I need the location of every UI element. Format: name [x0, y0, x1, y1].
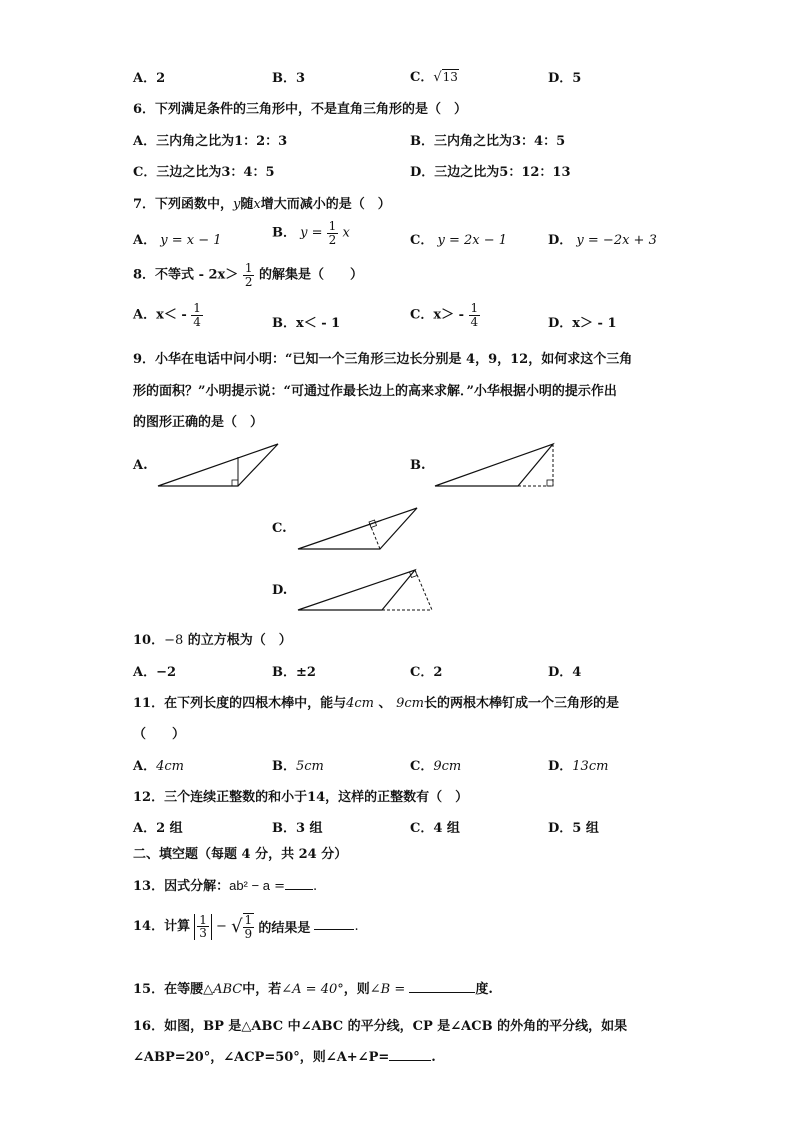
q12-option-d: D．5 组	[548, 821, 599, 836]
q12-option-c: C．4 组	[410, 821, 460, 836]
q6-option-c: C．三边之比为3：4：5	[133, 165, 275, 180]
q10-option-c: C．2	[410, 665, 443, 680]
q9-option-d: D.	[272, 583, 288, 598]
section-heading: 二、填空题（每题 4 分，共 24 分）	[133, 847, 348, 862]
q15-answer-blank[interactable]	[409, 980, 475, 993]
q9-option-a: A.	[133, 458, 148, 473]
q10-option-a: A．−2	[133, 665, 177, 680]
q9-figure-a	[150, 438, 285, 493]
q9-option-b: B.	[410, 458, 426, 473]
q8-option-b: B．x＜ - 1	[272, 316, 341, 331]
q10-option-d: D．4	[548, 665, 582, 680]
q7-option-d: D． y = −2x + 3	[548, 233, 657, 248]
q7-option-b: B． y = $\frac{1}{2}$ x	[272, 219, 350, 247]
q9-figure-b	[428, 438, 563, 493]
q15-stem: 15．在等腰△ABC中，若∠A = 40°，则∠B = 度.	[133, 982, 493, 997]
q8-option-a: A．x＜ - $\frac{1}{4}$	[133, 301, 201, 329]
q7-option-c: C． y = 2x − 1	[410, 233, 508, 248]
q9-option-c: C.	[272, 521, 287, 536]
q6-option-a: A．三内角之比为1：2：3	[133, 134, 288, 149]
q9-line-2: 形的面积？”小明提示说：“可通过作最长边上的高来求解．”小华根据小明的提示作出	[133, 384, 617, 399]
q5-option-c: C．√13	[410, 70, 458, 85]
q11-option-d: D．13cm	[548, 759, 609, 774]
q7-option-a: A． y = x − 1	[133, 233, 222, 248]
q6-option-b: B．三内角之比为3：4：5	[410, 134, 566, 149]
q12-option-b: B．3 组	[272, 821, 323, 836]
q9-figure-c	[293, 503, 423, 555]
q10-stem: 10．−8 的立方根为（ ）	[133, 633, 292, 648]
q12-stem: 12．三个连续正整数的和小于14，这样的正整数有（ ）	[133, 790, 469, 805]
q11-paren: （ ）	[133, 727, 186, 742]
q5-option-b: B．3	[272, 71, 306, 86]
q11-option-c: C．9cm	[410, 759, 462, 774]
q16-line-2: ∠ABP=20°，∠ACP=50°，则∠A+∠P= .	[133, 1050, 436, 1065]
q11-option-b: B．5cm	[272, 759, 324, 774]
q10-option-b: B．±2	[272, 665, 316, 680]
q9-line-3: 的图形正确的是（ ）	[133, 415, 264, 430]
q6-stem: 6．下列满足条件的三角形中，不是直角三角形的是（ ）	[133, 102, 468, 117]
q11-stem: 11．在下列长度的四根木棒中，能与4cm 、 9cm长的两根木棒钉成一个三角形的是	[133, 696, 619, 711]
q12-option-a: A．2 组	[133, 821, 183, 836]
q9-line-1: 9．小华在电话中问小明：“已知一个三角形三边长分别是 4，9，12，如何求这个三角	[133, 352, 633, 367]
q7-stem: 7．下列函数中，y随x增大而减小的是（ ）	[133, 197, 391, 212]
q6-option-d: D．三边之比为5：12：13	[410, 165, 571, 180]
q9-figure-d	[293, 565, 435, 615]
q5-option-a: A．2	[133, 71, 166, 86]
q13-answer-blank[interactable]	[285, 877, 313, 890]
q14-stem: 14．计算 $\frac{1}{3}$ − √ $\frac{1}{9}$ 的结果是 .	[133, 912, 359, 941]
q16-line-1: 16．如图，BP 是△ABC 中∠ABC 的平分线，CP 是∠ACB 的外角的平分线，如果	[133, 1019, 628, 1034]
q13-stem: 13．因式分解：ab² − a = .	[133, 878, 318, 894]
q14-answer-blank[interactable]	[314, 917, 354, 930]
q11-option-a: A．4cm	[133, 759, 184, 774]
q8-option-d: D．x＞ - 1	[548, 316, 617, 331]
q16-answer-blank[interactable]	[389, 1048, 431, 1061]
q8-option-c: C．x＞ - $\frac{1}{4}$	[410, 301, 479, 329]
q5-option-d: D．5	[548, 71, 582, 86]
q8-stem: 8．不等式 - 2x＞ $\frac{1}{2}$ 的解集是（ ）	[133, 261, 364, 289]
